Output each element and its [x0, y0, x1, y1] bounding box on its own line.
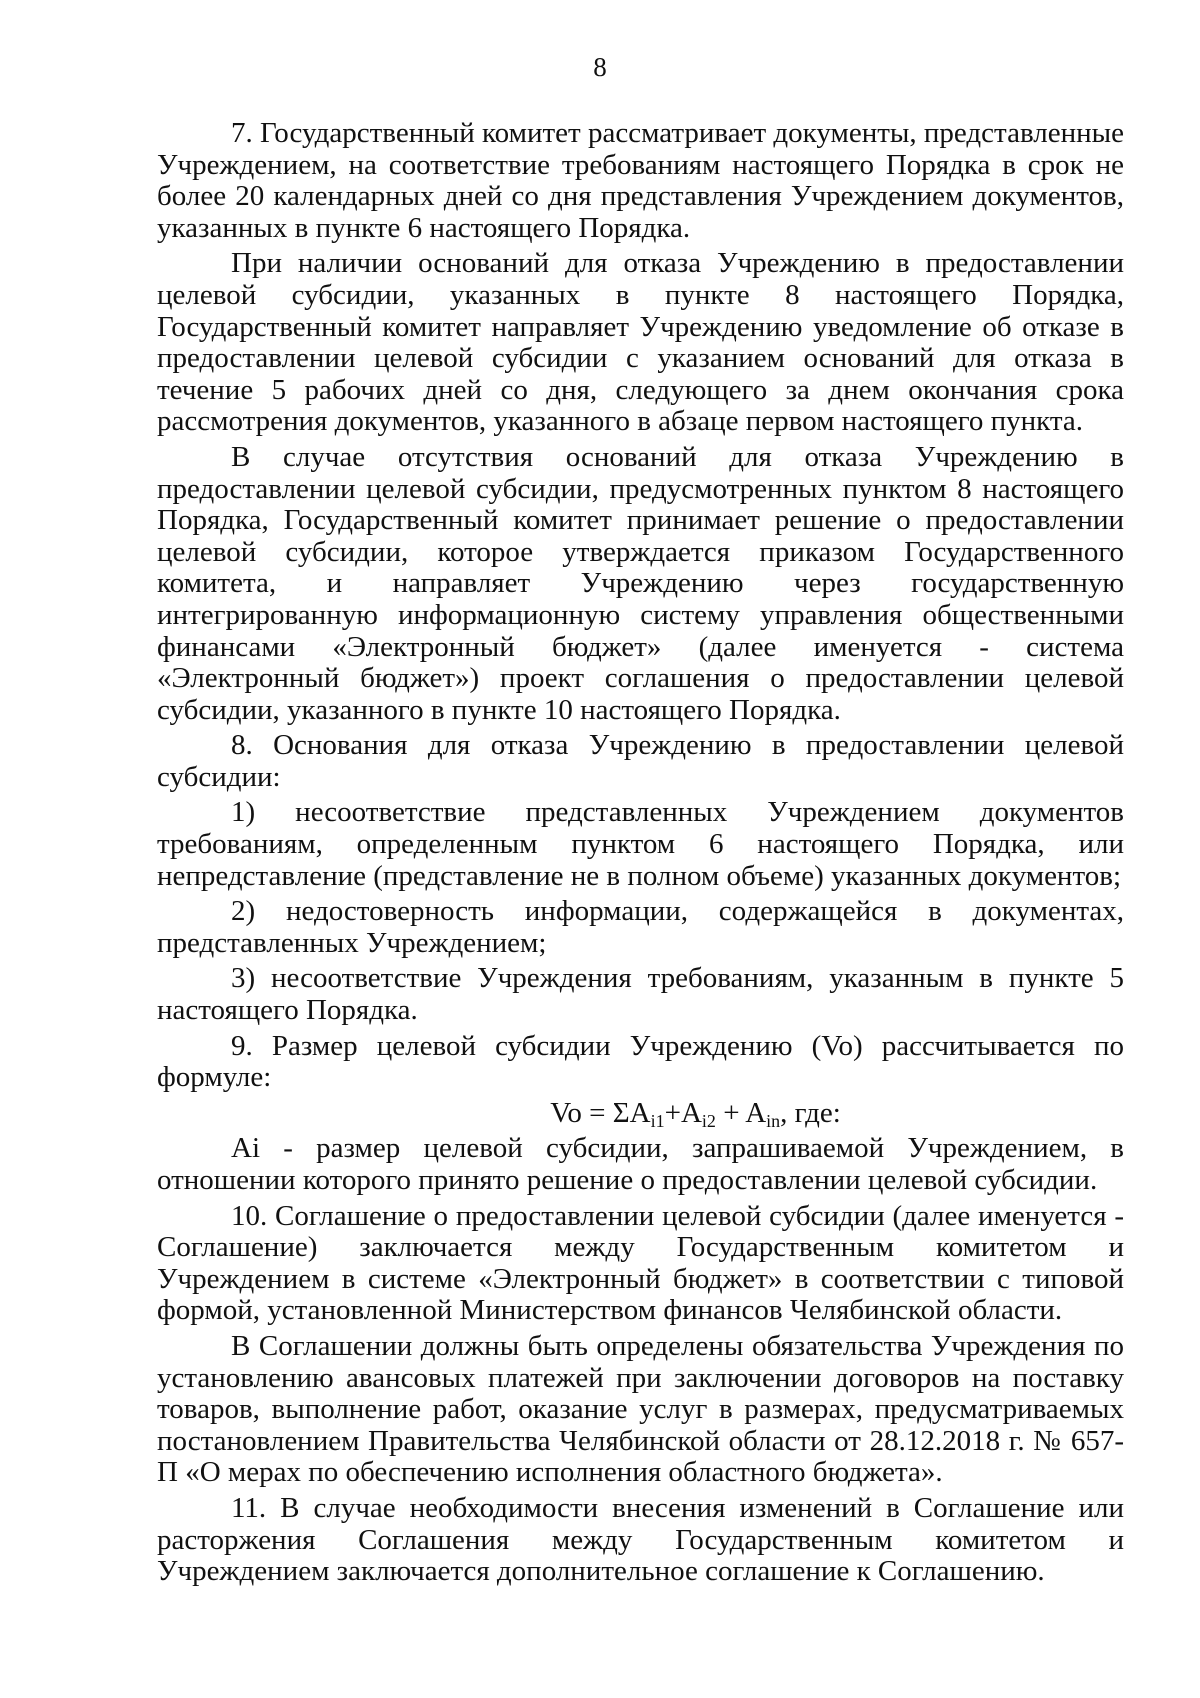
formula-sub-i1: i1: [650, 1110, 665, 1131]
document-body: [157, 118, 1124, 1592]
paragraph-7: 7. Государственный комитет рассматривает документы, представленные Учреждением, на соответствие требованиям настоящего Порядка в срок не более 20 календарных дней со дня представления Учреждением документов, указанных в пункте 6 настоящего Порядка.: [157, 117, 1124, 244]
paragraph-8-item-3: 3) несоответствие Учреждения требованиям, указанным в пункте 5 настоящего Порядка.: [157, 962, 1124, 1027]
paragraph-8-item-2: 2) недостоверность информации, содержащейся в документах, представленных Учреждением;: [157, 895, 1124, 959]
paragraph-11: 11. В случае необходимости внесения изменений в Соглашение или расторжения Соглашения между Государственным комитетом и Учреждением заключается дополнительное соглашение к Соглашению.: [157, 1491, 1124, 1588]
formula-sub-in: in: [766, 1110, 781, 1131]
paragraph-7-approval: В случае отсутствия оснований для отказа Учреждению в предоставлении целевой субсидии, предусмотренных пунктом 8 настоящего Порядка, Государственный комитет принимает решение о предоставлении целевой субсидии, которое утверждается приказом Государственного комитета, и направляет Учреждению через государственную интегрированную информационную систему управления общественными финансами «Электронный бюджет» (далее именуется - система «Электронный бюджет») проект соглашения о предоставлении целевой субсидии, указанного в пункте 10 настоящего Порядка.: [157, 440, 1124, 726]
formula-sub-i2: i2: [701, 1110, 716, 1131]
formula-plus-2: + A: [715, 1096, 767, 1129]
paragraph-8-item-1: 1) несоответствие представленных Учреждением документов требованиям, определенным пунктом 6 настоящего Порядка, или непредставление (представление не в полном объеме) указанных документов;: [157, 796, 1124, 892]
paragraph-9: 9. Размер целевой субсидии Учреждению (Vo) рассчитывается по формуле:: [157, 1029, 1124, 1094]
formula-lhs: Vo = ΣA: [550, 1096, 651, 1129]
page-number: 8: [593, 52, 607, 82]
paragraph-10: 10. Соглашение о предоставлении целевой субсидии (далее именуется - Соглашение) заключается между Государственным комитетом и Учреждением в системе «Электронный бюджет» в соответствии с типовой формой, установленной Министерством финансов Челябинской области.: [157, 1199, 1124, 1327]
paragraph-10-obligations: В Соглашении должны быть определены обязательства Учреждения по установлению авансовых платежей при заключении договоров на поставку товаров, выполнение работ, оказание услуг в размерах, предусматриваемых постановлением Правительства Челябинской области от 28.12.2018 г. № 657-П «О мерах по обеспечению исполнения областного бюджета».: [157, 1329, 1124, 1489]
subsidy-formula: [157, 1098, 1124, 1130]
paragraph-7-refusal: При наличии оснований для отказа Учреждению в предоставлении целевой субсидии, указанных в пункте 8 настоящего Порядка, Государственный комитет направляет Учреждению уведомление об отказе в предоставлении целевой субсидии с указанием оснований для отказа в течение 5 рабочих дней со дня, следующего за днем окончания срока рассмотрения документов, указанного в абзаце первом настоящего пункта.: [157, 247, 1124, 438]
formula-tail: , где:: [780, 1096, 841, 1129]
paragraph-8: 8. Основания для отказа Учреждению в предоставлении целевой субсидии:: [157, 729, 1124, 793]
formula-plus-1: +A: [664, 1096, 702, 1129]
paragraph-9-definition: Ai - размер целевой субсидии, запрашиваемой Учреждением, в отношении которого принято решение о предоставлении целевой субсидии.: [157, 1132, 1124, 1196]
